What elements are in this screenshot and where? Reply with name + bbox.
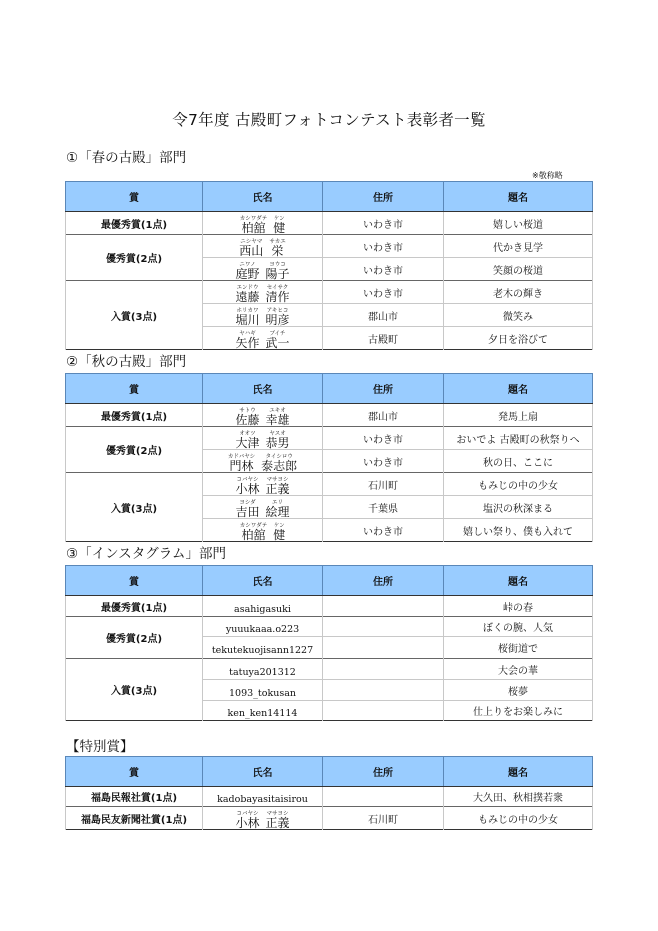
address-cell: いわき市 <box>323 427 444 450</box>
name-part <box>266 477 290 495</box>
name-part <box>266 408 290 426</box>
furigana: ニシヤマ <box>240 239 263 245</box>
instagram-handle: kadobayasitaisirou <box>217 794 308 805</box>
kanji-name: 西山 <box>239 244 264 258</box>
name-with-furigana <box>235 308 289 326</box>
name-with-furigana <box>235 811 289 829</box>
kanji-name: 健 <box>273 221 286 235</box>
furigana: ケン <box>273 523 285 529</box>
header-title: 題名 <box>444 757 593 787</box>
name-with-furigana <box>235 331 289 349</box>
award-cell: 最優秀賞(1点) <box>66 596 203 617</box>
kanji-name: 堀川 <box>235 313 260 327</box>
furigana: アキヒコ <box>266 308 289 314</box>
name-with-furigana <box>240 523 285 541</box>
furigana: ヨウコ <box>269 262 286 268</box>
furigana: ヤハギ <box>239 331 256 337</box>
kanji-name: 正義 <box>265 816 290 830</box>
kanji-name: 明彦 <box>265 313 290 327</box>
work-title-cell: 老木の輝き <box>444 281 593 304</box>
kanji-name: 遠藤 <box>235 290 260 304</box>
award-cell: 最優秀賞(1点) <box>66 404 203 427</box>
name-cell <box>203 807 323 830</box>
name-part <box>273 216 285 234</box>
name-cell <box>203 212 323 235</box>
table-header-row <box>66 757 593 787</box>
name-part <box>266 262 290 280</box>
header-award: 賞 <box>66 757 203 787</box>
address-cell: いわき市 <box>323 235 444 258</box>
name-part <box>261 454 297 472</box>
kanji-name: 大津 <box>235 436 260 450</box>
table-row <box>66 281 593 304</box>
furigana: カシワダテ <box>239 216 268 222</box>
table-header-row <box>66 566 593 596</box>
award-cell: 入賞(3点) <box>66 659 203 721</box>
furigana: ニワノ <box>239 262 256 268</box>
header-award: 賞 <box>66 566 203 596</box>
header-address: 住所 <box>323 566 444 596</box>
name-cell <box>203 596 323 617</box>
page-title: 令7年度 古殿町フォトコンテスト表彰者一覧 <box>172 111 486 129</box>
furigana: タイシロウ <box>265 454 293 460</box>
name-part <box>266 285 290 303</box>
name-with-furigana <box>235 500 289 518</box>
awards-table <box>65 181 593 350</box>
awards-table <box>65 373 593 542</box>
work-title-cell: 峠の春 <box>444 596 593 617</box>
address-cell: 石川町 <box>323 807 444 830</box>
work-title-cell: 大久田、秋相撲若衆 <box>444 787 593 807</box>
furigana: カドバヤシ <box>227 454 256 460</box>
name-part <box>266 500 290 518</box>
work-title-cell: 桜街道で <box>444 637 593 659</box>
kanji-name: 泰志郎 <box>261 459 298 473</box>
name-part <box>273 523 285 541</box>
instagram-handle: tekutekuojisann1227 <box>211 645 314 656</box>
kanji-name: 矢作 <box>235 336 260 350</box>
name-cell <box>203 787 323 807</box>
address-cell: いわき市 <box>323 258 444 281</box>
furigana: マサヨシ <box>266 811 289 817</box>
kanji-name: 健 <box>273 528 286 542</box>
name-cell <box>203 637 323 659</box>
name-part <box>269 239 285 257</box>
work-title-cell: もみじの中の少女 <box>444 473 593 496</box>
awards-table <box>65 756 593 830</box>
name-with-furigana <box>235 477 289 495</box>
header-address: 住所 <box>323 374 444 404</box>
table-row <box>66 596 593 617</box>
name-part <box>235 811 259 829</box>
kanji-name: 清作 <box>265 290 290 304</box>
furigana: ホリカワ <box>236 308 259 314</box>
header-award: 賞 <box>66 182 203 212</box>
furigana: コバヤシ <box>236 811 259 817</box>
name-part <box>266 811 290 829</box>
name-with-furigana <box>235 262 289 280</box>
name-cell <box>203 327 323 350</box>
kanji-name: 小林 <box>235 816 260 830</box>
header-title: 題名 <box>444 182 593 212</box>
work-title-cell: 発馬上扇 <box>444 404 593 427</box>
name-cell <box>203 701 323 721</box>
furigana: マサヨシ <box>266 477 289 483</box>
name-part <box>235 477 259 495</box>
name-cell <box>203 450 323 473</box>
furigana: セイサク <box>266 285 289 291</box>
award-cell: 入賞(3点) <box>66 281 203 350</box>
name-part <box>235 500 259 518</box>
name-cell <box>203 235 323 258</box>
address-cell: 郡山市 <box>323 304 444 327</box>
address-cell <box>323 596 444 617</box>
kanji-name: 絵理 <box>265 505 290 519</box>
name-part <box>235 408 259 426</box>
furigana: エリ <box>272 500 284 506</box>
furigana: ブイチ <box>269 331 286 337</box>
table-header-row <box>66 374 593 404</box>
table-row <box>66 212 593 235</box>
award-cell: 入賞(3点) <box>66 473 203 542</box>
address-cell: 古殿町 <box>323 327 444 350</box>
name-part <box>266 308 290 326</box>
instagram-handle: tatuya201312 <box>229 666 296 678</box>
honorifics-omitted-note: ※敬称略 <box>532 171 563 180</box>
address-cell: 千葉県 <box>323 496 444 519</box>
name-with-furigana <box>235 431 289 449</box>
name-part <box>240 216 267 234</box>
work-title-cell: 代かき見学 <box>444 235 593 258</box>
instagram-handle: yuuukaaa.o223 <box>225 624 300 635</box>
address-cell: いわき市 <box>323 281 444 304</box>
table-row <box>66 807 593 830</box>
name-with-furigana <box>235 285 289 303</box>
furigana: カシワダテ <box>239 523 268 529</box>
work-title-cell: おいでよ 古殿町の秋祭りへ <box>444 427 593 450</box>
kanji-name: 小林 <box>235 482 260 496</box>
header-name: 氏名 <box>203 566 323 596</box>
kanji-name: 柏舘 <box>241 528 266 542</box>
work-title-cell: 桜夢 <box>444 680 593 701</box>
name-with-furigana <box>239 239 285 257</box>
name-part <box>235 431 259 449</box>
name-cell <box>203 258 323 281</box>
furigana: オオツ <box>239 431 256 437</box>
section-title: ③「インスタグラム」部門 <box>66 546 227 562</box>
work-title-cell: 大会の華 <box>444 659 593 680</box>
work-title-cell: 嬉しい祭り、僕も入れて <box>444 519 593 542</box>
work-title-cell: 笑顔の桜道 <box>444 258 593 281</box>
award-cell: 優秀賞(2点) <box>66 617 203 659</box>
kanji-name: 佐藤 <box>235 413 260 427</box>
name-part <box>235 331 259 349</box>
address-cell <box>323 701 444 721</box>
header-address: 住所 <box>323 182 444 212</box>
kanji-name: 正義 <box>265 482 290 496</box>
address-cell <box>323 637 444 659</box>
address-cell: いわき市 <box>323 212 444 235</box>
address-cell: 石川町 <box>323 473 444 496</box>
name-part <box>266 431 290 449</box>
section-title: ②「秋の古殿」部門 <box>66 354 187 370</box>
name-part <box>235 285 259 303</box>
work-title-cell: 夕日を浴びて <box>444 327 593 350</box>
header-name: 氏名 <box>203 182 323 212</box>
work-title-cell: ぼくの腕、人気 <box>444 617 593 637</box>
kanji-name: 庭野 <box>235 267 260 281</box>
header-title: 題名 <box>444 374 593 404</box>
work-title-cell: 嬉しい桜道 <box>444 212 593 235</box>
instagram-handle: ken_ken14114 <box>227 708 298 719</box>
furigana: サカエ <box>269 239 286 245</box>
work-title-cell: 微笑み <box>444 304 593 327</box>
section-title: ①「春の古殿」部門 <box>66 150 187 166</box>
name-cell <box>203 304 323 327</box>
work-title-cell: 仕上りをお楽しみに <box>444 701 593 721</box>
name-with-furigana <box>235 408 289 426</box>
kanji-name: 陽子 <box>265 267 290 281</box>
name-cell <box>203 519 323 542</box>
table-row <box>66 787 593 807</box>
work-title-cell: 秋の日、ここに <box>444 450 593 473</box>
award-cell: 福島民友新聞社賞(1点) <box>66 807 203 830</box>
name-cell <box>203 496 323 519</box>
award-cell: 福島民報社賞(1点) <box>66 787 203 807</box>
award-cell: 最優秀賞(1点) <box>66 212 203 235</box>
furigana: サトウ <box>239 408 256 414</box>
kanji-name: 門林 <box>229 459 254 473</box>
name-with-furigana <box>240 216 285 234</box>
address-cell <box>323 659 444 680</box>
instagram-handle: asahigasuki <box>234 603 291 615</box>
header-name: 氏名 <box>203 374 323 404</box>
address-cell <box>323 617 444 637</box>
name-part <box>240 523 267 541</box>
name-cell <box>203 427 323 450</box>
name-part <box>228 454 255 472</box>
table-row <box>66 235 593 258</box>
table-header-row <box>66 182 593 212</box>
kanji-name: 吉田 <box>235 505 260 519</box>
work-title-cell: もみじの中の少女 <box>444 807 593 830</box>
address-cell: いわき市 <box>323 519 444 542</box>
address-cell <box>323 680 444 701</box>
awards-table <box>65 565 593 721</box>
kanji-name: 恭男 <box>265 436 290 450</box>
furigana: ケン <box>273 216 285 222</box>
award-cell: 優秀賞(2点) <box>66 427 203 473</box>
address-cell: いわき市 <box>323 450 444 473</box>
address-cell <box>323 787 444 807</box>
name-cell <box>203 617 323 637</box>
kanji-name: 柏舘 <box>241 221 266 235</box>
furigana: ユキオ <box>269 408 286 414</box>
address-cell: 郡山市 <box>323 404 444 427</box>
instagram-handle: 1093_tokusan <box>229 687 296 699</box>
table-row <box>66 473 593 496</box>
table-row <box>66 404 593 427</box>
name-with-furigana <box>228 454 297 472</box>
name-cell <box>203 473 323 496</box>
kanji-name: 栄 <box>271 244 284 258</box>
award-cell: 優秀賞(2点) <box>66 235 203 281</box>
name-cell <box>203 281 323 304</box>
name-cell <box>203 680 323 701</box>
table-row <box>66 617 593 637</box>
table-row <box>66 427 593 450</box>
header-name: 氏名 <box>203 757 323 787</box>
name-cell <box>203 404 323 427</box>
section-title: 【特別賞】 <box>66 739 134 755</box>
name-part <box>235 262 259 280</box>
furigana: エンドウ <box>236 285 259 291</box>
furigana: ヨシダ <box>239 500 256 506</box>
kanji-name: 幸雄 <box>265 413 290 427</box>
table-row <box>66 659 593 680</box>
work-title-cell: 塩沢の秋深まる <box>444 496 593 519</box>
name-part <box>266 331 290 349</box>
header-address: 住所 <box>323 757 444 787</box>
name-part <box>239 239 263 257</box>
kanji-name: 武一 <box>265 336 290 350</box>
furigana: コバヤシ <box>236 477 259 483</box>
furigana: ヤスオ <box>269 431 286 437</box>
name-part <box>235 308 259 326</box>
header-award: 賞 <box>66 374 203 404</box>
header-title: 題名 <box>444 566 593 596</box>
name-cell <box>203 659 323 680</box>
